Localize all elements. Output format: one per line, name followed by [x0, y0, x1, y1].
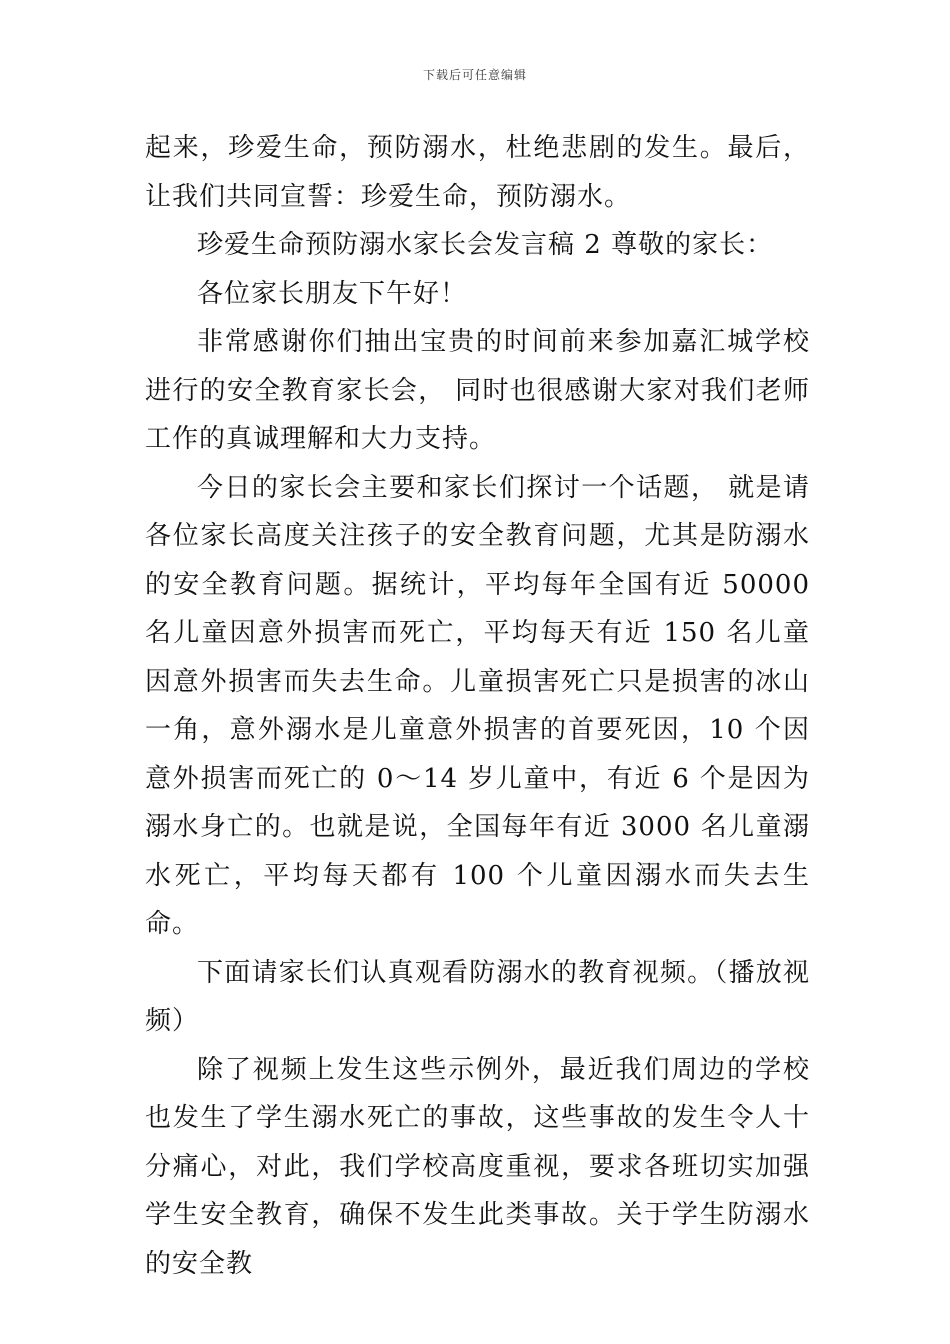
paragraph: 除了视频上发生这些示例外，最近我们周边的学校也发生了学生溺水死亡的事故，这些事故的发生令人十分痛心，对此，我们学校高度重视，要求各班切实加强学生安全教育，确保不发生此类事故。关于学生防溺水的安全教 [145, 1054, 810, 1279]
paragraph: 下面请家长们认真观看防溺水的教育视频。（播放视频） [145, 957, 810, 1036]
paragraph: 珍爱生命预防溺水家长会发言稿 2 尊敬的家长： [197, 230, 774, 260]
paragraph: 非常感谢你们抽出宝贵的时间前来参加嘉汇城学校进行的安全教育家长会， 同时也很感谢大家对我们老师工作的真诚理解和大力支持。 [145, 327, 810, 454]
paragraph: 今日的家长会主要和家长们探讨一个话题， 就是请各位家长高度关注孩子的安全教育问题，尤其是防溺水的安全教育问题。据统计，平均每年全国有近 50000 名儿童因意外损害而死亡，平均每天有近 150 名儿童因意外损害而失去生命。儿童损害死亡只是损害的冰山一角，意外溺水是儿童意外损害的首要死因，10 个因意外损害而死亡的 0～14 岁儿童中，有近 6 个是因为溺水身亡的。也就是说，全国每年有近 3000 名儿童溺水死亡，平均每天都有 100 个儿童因溺水而失去生命。 [145, 472, 810, 939]
header-note: 下载后可任意编辑 [422, 68, 527, 82]
document-body [145, 124, 810, 1288]
paragraph: 起来，珍爱生命，预防溺水，杜绝悲剧的发生。最后，让我们共同宣誓：珍爱生命，预防溺水。 [145, 133, 810, 212]
paragraph: 各位家长朋友下午好！ [197, 278, 468, 309]
